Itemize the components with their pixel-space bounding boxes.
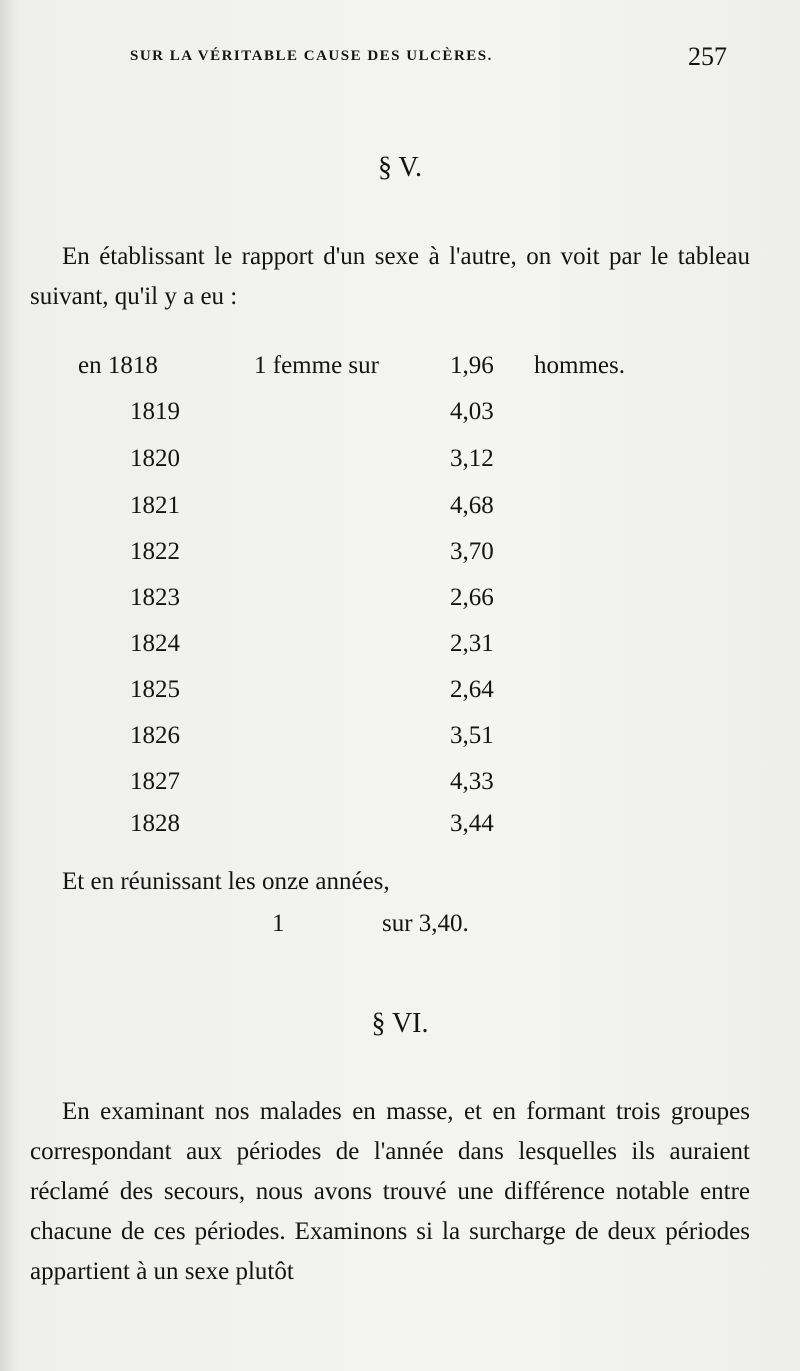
first-row-value: 1,96 [450,352,494,379]
first-row-unit: hommes. [534,352,625,379]
row-value: 4,03 [450,398,494,425]
running-title: SUR LA VÉRITABLE CAUSE DES ULCÈRES. [130,48,493,64]
row-year: 1820 [130,445,180,472]
row-value: 4,33 [450,768,494,795]
section-vi-body: En examinant nos malades en masse, et en formant trois groupes correspondant aux périodes de l'année dans lesquelles ils auraient réclamé des secours, nous avons trouvé une différence notable entre chacune de ces périodes. Examinons si la surcharge de deux périodes appartient à un sexe plutôt [30,1098,750,1285]
first-row-ratio-left: 1 femme sur [254,352,379,379]
row-value: 3,12 [450,445,494,472]
table-row [0,676,800,720]
table-row [0,722,800,766]
summary-one: 1 [272,910,285,937]
row-year: 1823 [130,584,180,611]
row-value: 2,66 [450,584,494,611]
row-value: 4,68 [450,492,494,519]
row-year: 1821 [130,492,180,519]
row-value: 3,51 [450,722,494,749]
table-row [0,810,800,854]
section-heading-v: § V. [377,152,423,183]
section-v-intro: En établissant le rapport d'un sexe à l'autre, on voit par le tableau suivant, qu'il y a eu : [30,243,750,310]
row-year: 1826 [130,722,180,749]
row-value: 3,44 [450,810,494,837]
table-row [0,445,800,489]
table-row [0,630,800,674]
row-value: 2,64 [450,676,494,703]
table-row [0,538,800,582]
summary-text: Et en réunissant les onze années, [62,868,390,895]
row-year: 1827 [130,768,180,795]
running-head [0,42,800,78]
row-value: 3,70 [450,538,494,565]
table-row [0,768,800,812]
table-row-first [0,352,800,396]
row-value: 2,31 [450,630,494,657]
row-year: 1825 [130,676,180,703]
summary-ratio: sur 3,40. [382,910,469,937]
first-row-year: en 1818 [78,352,158,379]
table-row [0,492,800,536]
row-year: 1824 [130,630,180,657]
table-row [0,398,800,442]
section-heading-vi: § VI. [371,1008,429,1039]
row-year: 1828 [130,810,180,837]
row-year: 1819 [130,398,180,425]
summary-row [0,910,800,954]
table-row [0,584,800,628]
page-number: 257 [688,42,727,71]
row-year: 1822 [130,538,180,565]
